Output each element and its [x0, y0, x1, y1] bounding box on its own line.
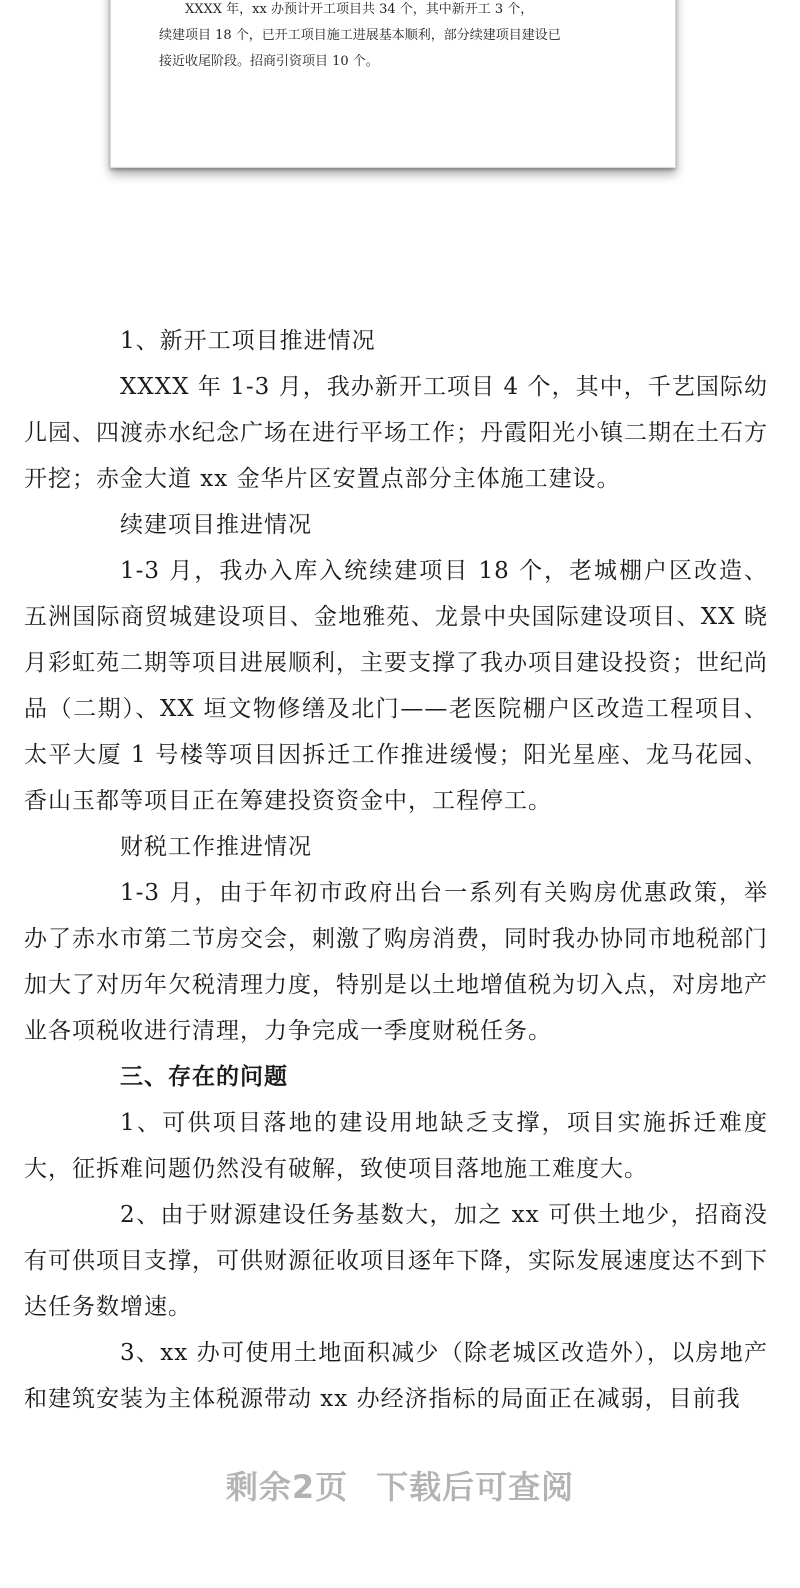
preview-line: 接近收尾阶段。招商引资项目 10 个。	[159, 54, 379, 69]
section-heading-finance-tax: 财税工作推进情况	[120, 834, 312, 860]
section-heading-continued-projects: 续建项目推进情况	[120, 512, 312, 538]
paragraph-finance-tax: 1-3 月，由于年初市政府出台一系列有关购房优惠政策，举办了赤水市第二节房交会，刺激了购房消费，同时我办协同市地税部门加大了对历年欠税清理力度，特别是以土地增值税为切入点，对房地产业各项税收进行清理，力争完成一季度财税任务。	[24, 880, 768, 1044]
paragraph-problem-1: 1、可供项目落地的建设用地缺乏支撑，项目实施拆迁难度大，征拆难问题仍然没有破解，致使项目落地施工难度大。	[24, 1110, 768, 1182]
preview-text	[159, 0, 639, 75]
paragraph-problem-3: 3、xx 办可使用土地面积减少（除老城区改造外），以房地产和建筑安装为主体税源带动 xx 办经济指标的局面正在减弱，目前我	[24, 1340, 768, 1412]
preview-line: 续建项目 18 个，已开工项目施工进展基本顺利，部分续建项目建设已	[159, 28, 561, 43]
download-to-view-label: 下载后可查阅	[376, 1468, 575, 1506]
document-body	[24, 318, 768, 1422]
paragraph-new-projects: XXXX 年 1-3 月，我办新开工项目 4 个，其中，千艺国际幼儿园、四渡赤水纪念广场在进行平场工作；丹霞阳光小镇二期在土石方开挖；赤金大道 xx 金华片区安置点部分主体施工建设。	[24, 374, 768, 492]
section-heading-problems: 三、存在的问题	[120, 1064, 288, 1090]
document-preview-card	[110, 0, 676, 168]
paragraph-problem-2: 2、由于财源建设任务基数大，加之 xx 可供土地少，招商没有可供项目支撑，可供财源征收项目逐年下降，实际发展速度达不到下达任务数增速。	[24, 1202, 768, 1320]
remaining-pages-label: 剩余2页	[225, 1468, 349, 1506]
preview-line: XXXX 年，xx 办预计开工项目共 34 个，其中新开工 3 个，	[185, 2, 534, 17]
section-heading-new-projects: 1、新开工项目推进情况	[120, 328, 376, 354]
remaining-pages-notice[interactable]	[0, 1462, 800, 1508]
paragraph-continued-projects: 1-3 月，我办入库入统续建项目 18 个，老城棚户区改造、五洲国际商贸城建设项目、金地雅苑、龙景中央国际建设项目、XX 晓月彩虹苑二期等项目进展顺利，主要支撑了我办项目建设投资；世纪尚品（二期）、XX 垣文物修缮及北门——老医院棚户区改造工程项目、太平大厦 1 号楼等项目因拆迁工作推进缓慢；阳光星座、龙马花园、香山玉都等项目正在筹建投资资金中，工程停工。	[24, 558, 768, 814]
